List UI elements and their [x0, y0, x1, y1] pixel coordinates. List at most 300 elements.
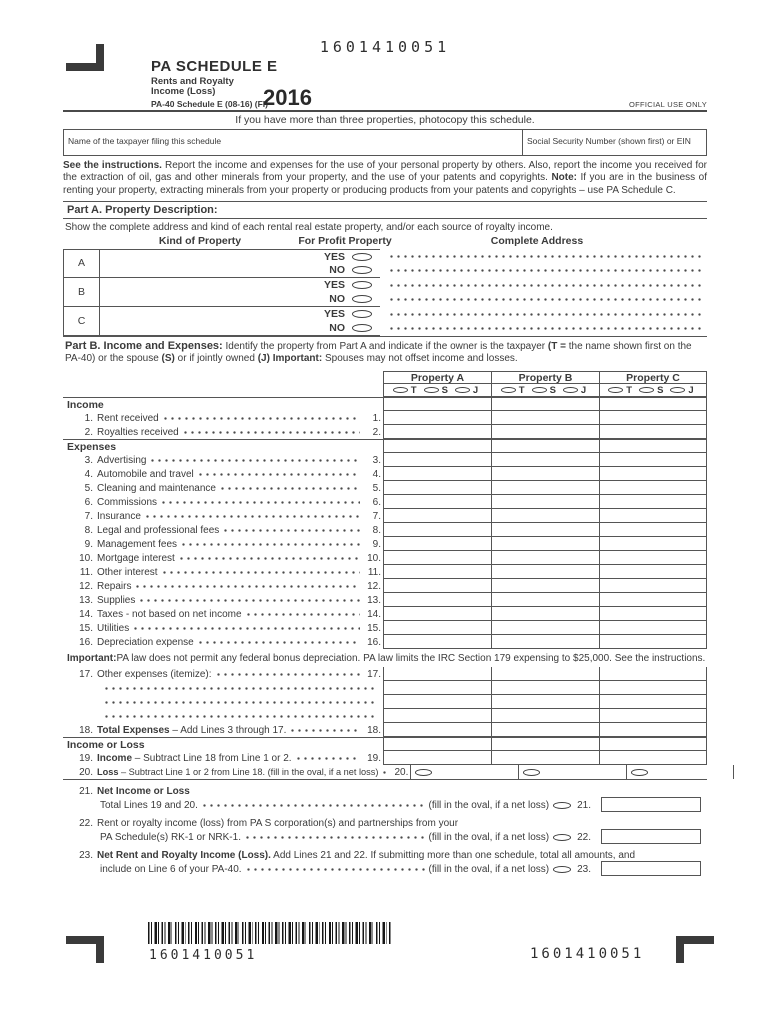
line-number: 10.: [79, 552, 93, 564]
dot-leader: [144, 510, 360, 522]
grid-spacer-cell: [491, 440, 599, 453]
amount-cell-a-line-18[interactable]: [383, 723, 491, 737]
amount-cell-a-line-6[interactable]: [383, 495, 491, 509]
amount-cell-c-line-3[interactable]: [599, 453, 707, 467]
line-label: Taxes - not based on net income: [97, 608, 242, 620]
line-ref: 15.: [367, 622, 381, 634]
amount-cell-a-line-13[interactable]: [383, 593, 491, 607]
line-number: 2.: [84, 426, 93, 438]
col-kind-of-property: Kind of Property: [158, 234, 242, 247]
grid-row-line-3: [63, 453, 707, 467]
dot-leader: [149, 454, 360, 466]
line-number: 4.: [84, 468, 93, 480]
header-rule: [63, 110, 707, 112]
income-section-row: [63, 397, 707, 411]
amount-cell-c-line-15[interactable]: [599, 621, 707, 635]
form-id-bottom-right: 1601410051: [530, 946, 645, 963]
part-b-seg5: or if jointly owned: [174, 353, 258, 365]
grid-row-line-14: [63, 607, 707, 621]
amount-cell-b-line-8[interactable]: [491, 523, 599, 537]
line-number: 15.: [79, 622, 93, 634]
yes-oval-a[interactable]: [352, 253, 372, 261]
dot-leader: [244, 831, 426, 843]
address-line-b-2[interactable]: [388, 293, 705, 305]
part-b-seg4: (S): [161, 353, 175, 365]
line-label: Repairs: [97, 580, 132, 592]
dot-leader: [134, 580, 360, 592]
line-number: 23.: [79, 850, 93, 862]
official-use-only-label: OFFICIAL USE ONLY: [628, 100, 707, 109]
spouse-oval-c[interactable]: [639, 387, 654, 393]
amount-box-line-23[interactable]: [601, 861, 701, 876]
amount-cell-a-line-2[interactable]: [383, 425, 491, 439]
grid-row-line-2: [63, 425, 707, 439]
grid-row-line-13: [63, 593, 707, 607]
amount-cell-c-line-4[interactable]: [599, 467, 707, 481]
expenses-section-row: [63, 439, 707, 453]
amount-cell-c-line-18[interactable]: [599, 723, 707, 737]
line-label-bold: Loss: [97, 767, 119, 778]
amount-cell-c-itemize-3[interactable]: [599, 709, 707, 723]
amount-cell-b-line-11[interactable]: [491, 565, 599, 579]
line-label: Automobile and travel: [97, 468, 194, 480]
amount-cell-a-line-5[interactable]: [383, 481, 491, 495]
grid-row-line-16: [63, 635, 707, 649]
line-label: Insurance: [97, 510, 141, 522]
property-c-header: Property C: [599, 371, 707, 384]
net-loss-oval-line-23[interactable]: [553, 866, 571, 873]
form-subtitle-1: Rents and Royalty: [151, 76, 234, 87]
grid-row-line-4: [63, 467, 707, 481]
amount-cell-a-line-7[interactable]: [383, 509, 491, 523]
amount-cell-c-line-5[interactable]: [599, 481, 707, 495]
line-label: Supplies: [97, 594, 136, 606]
yes-oval-b[interactable]: [352, 281, 372, 289]
dot-leader: [289, 724, 360, 736]
amount-cell-b-line-14[interactable]: [491, 607, 599, 621]
part-b-seg6: (J): [257, 353, 270, 365]
property-row-a: [63, 249, 707, 278]
part-a-title: Part A. Property Description:: [63, 201, 707, 219]
amount-cell-a-line-1[interactable]: [383, 411, 491, 425]
amount-cell-a-line-14[interactable]: [383, 607, 491, 621]
owner-select-property-b: [491, 384, 599, 397]
t-label: T: [518, 384, 525, 396]
line-label-bold: Income: [97, 752, 133, 764]
line-number: 8.: [84, 524, 93, 536]
line-label: Royalties received: [97, 426, 179, 438]
amount-cell-b-line-3[interactable]: [491, 453, 599, 467]
grid-row-line-18: [63, 723, 707, 737]
important-label: Important:: [67, 652, 117, 664]
dot-leader: [138, 594, 360, 606]
line-label: Advertising: [97, 454, 147, 466]
part-b-title: Part B. Income and Expenses:: [65, 339, 223, 352]
form-id-bottom-left: 1601410051: [149, 948, 258, 964]
net-loss-oval-b[interactable]: [523, 769, 540, 776]
part-a-subtitle: Show the complete address and kind of each rental real estate property, and/or each source of royalty income.: [65, 221, 553, 233]
amount-cell-b-itemize-2[interactable]: [491, 695, 599, 709]
net-loss-oval-line-21[interactable]: [553, 802, 571, 809]
important-note-row: [63, 649, 707, 667]
grid-row-line-5: [63, 481, 707, 495]
grid-spacer-cell: [383, 398, 491, 411]
line-21-title: Net Income or Loss: [97, 786, 190, 798]
amount-cell-b-line-7[interactable]: [491, 509, 599, 523]
dot-leader: [103, 682, 374, 694]
line-22-block: [63, 817, 707, 844]
instructions-note: Note:: [551, 172, 577, 184]
dot-leader: [245, 863, 426, 875]
joint-oval-c[interactable]: [670, 387, 685, 393]
grid-row-line-10: [63, 551, 707, 565]
expenses-section-header: Expenses: [67, 440, 117, 453]
amount-cell-b-line-2[interactable]: [491, 425, 599, 439]
owner-select-property-a: [383, 384, 491, 397]
s-label: S: [549, 384, 556, 396]
row-letter: B: [64, 278, 100, 306]
line-label: Mortgage interest: [97, 552, 175, 564]
amount-cell-c-line-6[interactable]: [599, 495, 707, 509]
form-header: [63, 58, 707, 110]
dot-leader: [178, 552, 360, 564]
line-ref: 19.: [367, 752, 381, 764]
t-label: T: [410, 384, 417, 396]
dot-leader: [219, 482, 360, 494]
dot-leader: [197, 468, 360, 480]
line-22-text-2: PA Schedule(s) RK-1 or NRK-1.: [100, 831, 241, 843]
yes-oval-c[interactable]: [352, 310, 372, 318]
line-ref: 9.: [372, 538, 381, 550]
amount-cell-c-line-14[interactable]: [599, 607, 707, 621]
line-label: Commissions: [97, 496, 158, 508]
amount-cell-b-line-19[interactable]: [491, 751, 599, 765]
line-number: 11.: [79, 566, 93, 578]
amount-box-line-22[interactable]: [601, 829, 701, 844]
line-number: 5.: [84, 482, 93, 494]
line-number: 3.: [84, 454, 93, 466]
amount-cell-b-line-1[interactable]: [491, 411, 599, 425]
dot-leader: [161, 566, 360, 578]
property-a-header: Property A: [383, 371, 491, 384]
line-number: 22.: [79, 818, 93, 830]
taxpayer-oval-a[interactable]: [393, 387, 408, 393]
line-label: Depreciation expense: [97, 636, 194, 648]
net-loss-oval-a[interactable]: [415, 769, 432, 776]
property-b-header: Property B: [491, 371, 599, 384]
part-b-seg1: Identify the property from Part A and indicate if the owner is the taxpayer: [222, 340, 548, 352]
grid-spacer-cell: [599, 398, 707, 411]
line-ref: 11.: [367, 566, 381, 578]
dot-leader: [201, 799, 426, 811]
dot-leader: [160, 496, 360, 508]
grid-row-line-7: [63, 509, 707, 523]
amount-cell-c-line-11[interactable]: [599, 565, 707, 579]
kind-of-property-field-b[interactable]: [100, 278, 284, 306]
amount-cell-a-line-8[interactable]: [383, 523, 491, 537]
line-ref: 4.: [372, 468, 381, 480]
amount-cell-a-line-15[interactable]: [383, 621, 491, 635]
amount-cell-a-line-3[interactable]: [383, 453, 491, 467]
grid-spacer-cell: [491, 738, 599, 751]
spouse-oval-b[interactable]: [532, 387, 547, 393]
dot-leader: [182, 426, 360, 438]
line-ref: 3.: [372, 454, 381, 466]
line-ref: 16.: [367, 636, 381, 648]
itemize-entry-line[interactable]: [63, 695, 383, 709]
line-label: Rent received: [97, 412, 159, 424]
line-ref: 20.: [394, 766, 409, 778]
grid-spacer-cell: [599, 440, 707, 453]
property-row-c: [63, 307, 707, 336]
amount-cell-b-itemize-3[interactable]: [491, 709, 599, 723]
amount-cell-b-line-20[interactable]: [518, 765, 626, 779]
grid-row-line-6: [63, 495, 707, 509]
grid-spacer-cell: [383, 440, 491, 453]
itemize-row-2: [63, 695, 707, 709]
line-ref: 17.: [367, 668, 381, 680]
part-a-column-headers: [63, 235, 707, 249]
line-ref: 13.: [367, 594, 381, 606]
j-label: J: [688, 384, 694, 396]
amount-cell-a-line-11[interactable]: [383, 565, 491, 579]
part-b-seg3: the name shown first on the PA-40) or the spouse: [65, 340, 692, 365]
income-expense-grid: [63, 371, 707, 780]
amount-cell-c-line-1[interactable]: [599, 411, 707, 425]
address-line-a-1[interactable]: [388, 251, 705, 263]
income-or-loss-section-row: [63, 737, 707, 751]
spouse-oval-a[interactable]: [424, 387, 439, 393]
line-label-bold: Total Expenses: [97, 724, 170, 736]
instructions-lead: See the instructions.: [63, 160, 162, 171]
line-23-text-2: include on Line 6 of your PA-40.: [100, 863, 242, 875]
amount-cell-c-line-19[interactable]: [599, 751, 707, 765]
footer: [63, 922, 707, 968]
amount-cell-b-line-6[interactable]: [491, 495, 599, 509]
amount-cell-b-line-15[interactable]: [491, 621, 599, 635]
amount-cell-c-line-7[interactable]: [599, 509, 707, 523]
kind-of-property-field-c[interactable]: [100, 307, 284, 335]
amount-cell-c-line-8[interactable]: [599, 523, 707, 537]
yes-label: YES: [323, 250, 345, 263]
line-ref: 14.: [367, 608, 381, 620]
line-23-text-1: Add Lines 21 and 22. If submitting more than one schedule, total all amounts, and: [270, 850, 636, 862]
dot-leader: [222, 524, 360, 536]
dot-leader: [180, 538, 360, 550]
yes-label: YES: [323, 279, 345, 292]
form-id-top: 1601410051: [319, 38, 451, 56]
dot-leader: [197, 636, 360, 648]
grid-spacer-cell: [491, 398, 599, 411]
amount-cell-b-line-10[interactable]: [491, 551, 599, 565]
line-ref: 22.: [577, 831, 591, 843]
col-for-profit-property: For Profit Property: [298, 234, 392, 247]
line-label: – Add Lines 3 through 17.: [169, 724, 287, 736]
amount-cell-c-line-17[interactable]: [599, 667, 707, 681]
amount-cell-b-line-13[interactable]: [491, 593, 599, 607]
address-line-b-1[interactable]: [388, 280, 705, 292]
grid-row-line-8: [63, 523, 707, 537]
amount-cell-b-line-17[interactable]: [491, 667, 599, 681]
line-number: 7.: [84, 510, 93, 522]
line-21-text: Total Lines 19 and 20.: [100, 799, 198, 811]
amount-cell-c-line-20[interactable]: [626, 765, 734, 779]
amount-cell-c-itemize-1[interactable]: [599, 681, 707, 695]
j-label: J: [580, 384, 587, 396]
amount-cell-a-line-17[interactable]: [383, 667, 491, 681]
col-complete-address: Complete Address: [490, 234, 584, 247]
address-line-a-2[interactable]: [388, 264, 705, 276]
instructions-body-2: If you are in the business of renting your property, extracting minerals from your property or producing products from your patents and copyrights – use PA Schedule C.: [63, 172, 707, 196]
line-ref: 10.: [367, 552, 381, 564]
amount-cell-c-line-9[interactable]: [599, 537, 707, 551]
itemize-row-3: [63, 709, 707, 723]
line-23-block: [63, 849, 707, 876]
line-label: Management fees: [97, 538, 178, 550]
line-label: Cleaning and maintenance: [97, 482, 216, 494]
grid-row-line-19: [63, 751, 707, 765]
amount-cell-b-line-9[interactable]: [491, 537, 599, 551]
net-loss-oval-c[interactable]: [631, 769, 648, 776]
amount-cell-c-line-16[interactable]: [599, 635, 707, 649]
grid-row-line-17: [63, 667, 707, 681]
barcode: [148, 922, 391, 944]
no-oval-b[interactable]: [352, 295, 372, 303]
line-ref: 12.: [367, 580, 381, 592]
line-label: Legal and professional fees: [97, 524, 220, 536]
property-row-b: [63, 278, 707, 307]
amount-cell-c-line-2[interactable]: [599, 425, 707, 439]
fill-oval-instruction: (fill in the oval, if a net loss): [428, 831, 550, 843]
amount-cell-a-line-20[interactable]: [410, 765, 518, 779]
amount-cell-b-itemize-1[interactable]: [491, 681, 599, 695]
itemize-entry-line[interactable]: [63, 681, 383, 695]
joint-oval-b[interactable]: [563, 387, 578, 393]
amount-cell-a-line-12[interactable]: [383, 579, 491, 593]
line-number: 18.: [79, 724, 93, 736]
line-ref: 5.: [372, 482, 381, 494]
instructions-body-1: Report the income and expenses for the use of your personal property by others. Also, report the income you received for the extraction of oil, gas and other minerals from your property, and the use of your patents and copyrights.: [63, 160, 707, 184]
amount-cell-a-line-16[interactable]: [383, 635, 491, 649]
kind-of-property-field-a[interactable]: [100, 250, 284, 277]
amount-cell-a-line-10[interactable]: [383, 551, 491, 565]
line-ref: 7.: [372, 510, 381, 522]
amount-cell-a-itemize-1[interactable]: [383, 681, 491, 695]
s-label: S: [657, 384, 664, 396]
t-label: T: [626, 384, 633, 396]
no-label: NO: [329, 292, 345, 305]
net-loss-oval-line-22[interactable]: [553, 834, 571, 841]
dot-leader: [103, 696, 374, 708]
amount-cell-a-line-9[interactable]: [383, 537, 491, 551]
line-label: – Subtract Line 18 from Line 1 or 2.: [132, 752, 292, 764]
amount-cell-a-line-4[interactable]: [383, 467, 491, 481]
amount-cell-b-line-12[interactable]: [491, 579, 599, 593]
amount-cell-b-line-18[interactable]: [491, 723, 599, 737]
taxpayer-oval-b[interactable]: [501, 387, 516, 393]
property-header-row: [63, 371, 707, 384]
line-ref: 23.: [577, 863, 591, 875]
amount-cell-a-itemize-2[interactable]: [383, 695, 491, 709]
grid-row-line-9: [63, 537, 707, 551]
grid-spacer-cell: [599, 738, 707, 751]
no-oval-c[interactable]: [352, 324, 372, 332]
line-number: 19.: [79, 752, 93, 764]
no-label: NO: [329, 321, 345, 334]
part-b-seg2: (T =: [547, 340, 566, 352]
no-label: NO: [329, 263, 345, 276]
line-ref: 2.: [372, 426, 381, 438]
line-number: 9.: [84, 538, 93, 550]
line-23-title: Net Rent and Royalty Income (Loss).: [97, 850, 271, 862]
dot-leader: [295, 752, 360, 764]
row-letter: A: [64, 250, 100, 277]
amount-box-line-21[interactable]: [601, 797, 701, 812]
row-letter: C: [64, 307, 100, 335]
dot-leader: [132, 622, 360, 634]
amount-cell-a-line-19[interactable]: [383, 751, 491, 765]
dot-leader: [103, 710, 374, 722]
form-subtitle-2: Income (Loss): [151, 86, 216, 97]
line-label: – Subtract Line 1 or 2 from Line 18. (fill in the oval, if a net loss): [118, 767, 379, 778]
line-number: 21.: [79, 786, 93, 798]
line-number: 20.: [79, 766, 93, 778]
fill-oval-instruction: (fill in the oval, if a net loss): [428, 799, 550, 811]
part-b-seg8: Important:: [272, 353, 323, 365]
dot-leader: [162, 412, 360, 424]
line-label: Other expenses (itemize):: [97, 668, 212, 680]
amount-cell-c-line-13[interactable]: [599, 593, 707, 607]
part-a-table: [63, 249, 707, 336]
j-label: J: [472, 384, 479, 396]
itemize-entry-line[interactable]: [63, 709, 383, 723]
line-21-block: [63, 785, 707, 812]
photocopy-notice: If you have more than three properties, photocopy this schedule.: [235, 114, 535, 126]
taxpayer-name-field[interactable]: [64, 130, 523, 155]
amount-cell-a-itemize-3[interactable]: [383, 709, 491, 723]
taxpayer-row: [63, 129, 707, 156]
address-line-c-2[interactable]: [388, 322, 705, 334]
income-or-loss-section-header: Income or Loss: [67, 738, 145, 751]
amount-cell-b-line-16[interactable]: [491, 635, 599, 649]
important-text: PA law does not permit any federal bonus depreciation. PA law limits the IRC Section 179 expensing to $25,000. See the instructions.: [116, 652, 706, 664]
line-number: 12.: [79, 580, 93, 592]
joint-oval-a[interactable]: [455, 387, 470, 393]
instructions-paragraph: [63, 160, 707, 197]
ssn-field[interactable]: [523, 130, 706, 155]
amount-cell-c-line-10[interactable]: [599, 551, 707, 565]
taxpayer-oval-c[interactable]: [608, 387, 623, 393]
amount-cell-b-line-5[interactable]: [491, 481, 599, 495]
tax-year: 2016: [263, 85, 312, 110]
owner-select-row: [63, 384, 707, 397]
amount-cell-c-line-12[interactable]: [599, 579, 707, 593]
no-oval-a[interactable]: [352, 266, 372, 274]
taxpayer-name-label: Name of the taxpayer filing this schedule: [68, 136, 222, 146]
line-label: Other interest: [97, 566, 158, 578]
line-number: 17.: [79, 668, 93, 680]
line-ref: 21.: [577, 799, 591, 811]
address-line-c-1[interactable]: [388, 309, 705, 321]
grid-row-line-1: [63, 411, 707, 425]
yes-label: YES: [323, 308, 345, 321]
amount-cell-c-itemize-2[interactable]: [599, 695, 707, 709]
dot-leader: [381, 766, 387, 778]
line-number: 1.: [84, 412, 93, 424]
line-ref: 6.: [372, 496, 381, 508]
line-number: 6.: [84, 496, 93, 508]
amount-cell-b-line-4[interactable]: [491, 467, 599, 481]
